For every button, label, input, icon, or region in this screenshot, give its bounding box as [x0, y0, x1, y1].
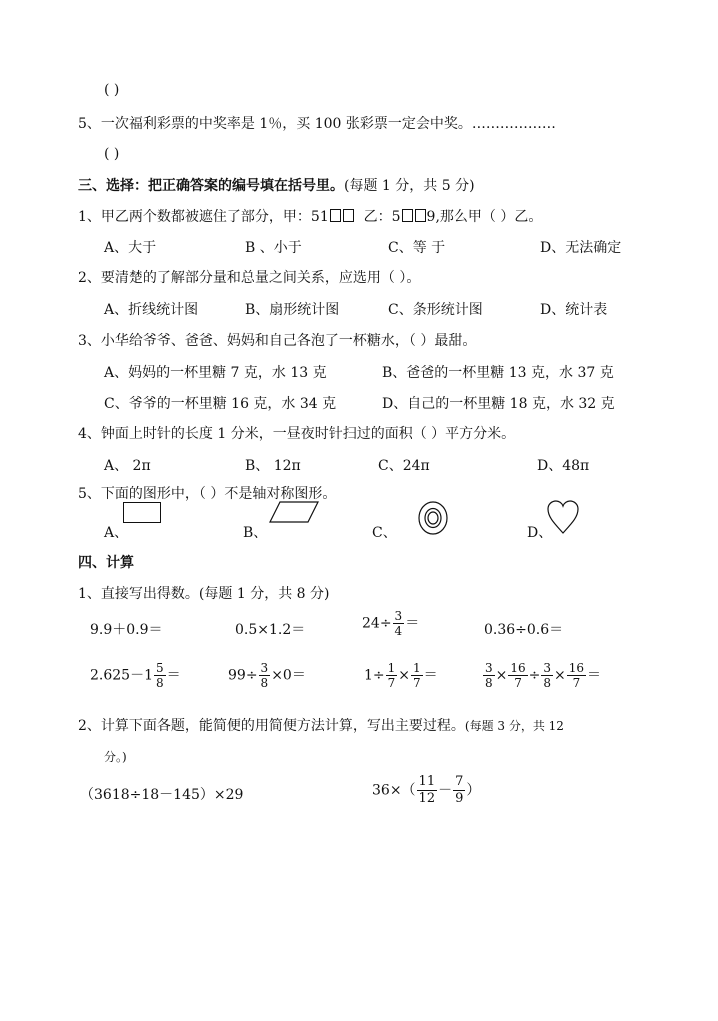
s3-q5-opt-d[interactable]: D、 — [527, 525, 553, 541]
s3-q3-opt-c[interactable]: C、爷爷的一杯里糖 16 克，水 34 克 — [104, 396, 337, 412]
s3-q1-opt-d[interactable]: D、无法确定 — [540, 240, 622, 256]
calc-3-b: ＝ — [405, 615, 420, 632]
concentric-ring-shape — [417, 500, 451, 536]
q5-judge-text: 5、一次福利彩票的中奖率是 1％，买 100 张彩票一定会中奖。……………… — [78, 116, 556, 132]
s4-p2-title: 2、计算下面各题，能简便的用简便方法计算，写出主要过程。 — [78, 718, 465, 734]
s3-q1-stem-a: 1、甲乙两个数都被遮住了部分，甲：51 — [78, 209, 329, 225]
s3-q3-stem: 3、小华给爷爷、爸爸、妈妈和自己各泡了一杯糖水，（ ）最甜。 — [78, 333, 477, 349]
calc-2: 0.5×1.2＝ — [235, 622, 306, 638]
s3-q2-opt-a[interactable]: A、折线统计图 — [104, 302, 199, 318]
calc-7: 1÷ $\frac{1}{7}$ × $\frac{1}{7}$ ＝ — [364, 661, 438, 690]
expr-1: （3618÷18－145）×29 — [80, 787, 244, 803]
s3-q3-opt-d[interactable]: D、自己的一杯里糖 18 克，水 32 克 — [382, 396, 615, 412]
expr-2: 36×（ $\frac{11}{12}$ － $\frac{7}{9}$ ） — [372, 774, 481, 806]
s4-p2-title-line — [78, 716, 564, 736]
s4-p2-note-cont: 分。) — [104, 750, 127, 764]
q4-judge-paren[interactable]: ( ) — [104, 82, 120, 98]
s3-q2-opt-b[interactable]: B、扇形统计图 — [245, 302, 340, 318]
hidden-digit-box — [402, 209, 413, 222]
fraction: $\frac{3}{4}$ — [394, 609, 403, 638]
s4-p1-note: (每题 1 分，共 8 分) — [198, 586, 330, 602]
fraction: $\frac{16}{7}$ — [568, 661, 585, 690]
s3-q4-opt-b[interactable]: B、 12π — [245, 458, 301, 474]
s3-q4-opt-c[interactable]: C、24π — [378, 458, 430, 474]
s4-p1-title-line — [78, 584, 329, 604]
s4-p1-title: 1、直接写出得数。 — [78, 586, 199, 602]
fraction: $\frac{1}{7}$ — [413, 661, 421, 690]
section4-heading: 四、计算 — [78, 555, 134, 571]
q5-judge-paren[interactable]: ( ) — [104, 146, 120, 162]
fraction: $\frac{11}{12}$ — [418, 774, 436, 806]
fraction: $\frac{1}{7}$ — [387, 661, 396, 690]
s3-q3-opt-b[interactable]: B、爸爸的一杯里糖 13 克，水 37 克 — [382, 365, 614, 381]
s3-q4-stem: 4、钟面上时针的长度 1 分米，一昼夜时针扫过的面积（ ）平方分米。 — [78, 426, 516, 442]
s3-q1-opt-a[interactable]: A、大于 — [104, 240, 157, 256]
hidden-digit-box — [343, 209, 354, 222]
calc-1: 9.9＋0.9＝ — [90, 622, 163, 638]
s3-q5-opt-c[interactable]: C、 — [372, 525, 397, 541]
calc-3 — [362, 609, 419, 638]
calc-6: 99÷ $\frac{3}{8}$ ×0＝ — [228, 661, 306, 690]
calc-4: 0.36÷0.6＝ — [484, 622, 564, 638]
s3-q2-opt-d[interactable]: D、统计表 — [540, 302, 608, 318]
s3-q2-opt-c[interactable]: C、条形统计图 — [388, 302, 483, 318]
fraction: $\frac{3}{8}$ — [485, 661, 493, 690]
fraction: $\frac{5}{8}$ — [156, 661, 164, 690]
section3-title: 三、选择：把正确答案的编号填在括号里。 — [78, 178, 344, 194]
rectangle-shape — [123, 502, 161, 523]
heart-shape — [546, 499, 580, 535]
parallelogram-shape — [268, 500, 320, 524]
fraction: $\frac{3}{8}$ — [260, 661, 269, 690]
s3-q4-opt-d[interactable]: D、48π — [537, 458, 590, 474]
section3-heading — [78, 176, 475, 196]
s4-p2-note: (每题 3 分，共 12 — [464, 719, 564, 733]
s3-q1-stem-b: 乙：5 — [354, 209, 401, 225]
s3-q5-opt-b[interactable]: B、 — [243, 525, 268, 541]
calc-3-a: 24÷ — [362, 615, 392, 632]
s3-q1-opt-c[interactable]: C、等 于 — [388, 240, 446, 256]
fraction: $\frac{3}{8}$ — [543, 661, 552, 690]
s3-q2-stem: 2、要清楚的了解部分量和总量之间关系，应选用（ ）。 — [78, 270, 421, 286]
hidden-digit-box — [415, 209, 426, 222]
fraction: $\frac{16}{7}$ — [510, 661, 526, 690]
s3-q1-stem — [78, 207, 542, 227]
s3-q3-opt-a[interactable]: A、妈妈的一杯里糖 7 克，水 13 克 — [104, 365, 327, 381]
hidden-digit-box — [330, 209, 341, 222]
fraction: $\frac{7}{9}$ — [455, 774, 464, 806]
s3-q5-stem: 5、下面的图形中，（ ）不是轴对称图形。 — [78, 486, 337, 502]
s3-q1-stem-c: 9,那么甲（ ）乙。 — [426, 209, 543, 225]
s3-q4-opt-a[interactable]: A、 2π — [104, 458, 151, 474]
s3-q5-opt-a[interactable]: A、 — [104, 525, 129, 541]
section3-note: (每题 1 分，共 5 分) — [344, 178, 475, 194]
calc-8: $\frac{3}{8}$ × $\frac{16}{7}$ ÷ $\frac{3}{8}$ × $\frac{16}{7}$ ＝ — [485, 661, 602, 690]
s3-q1-opt-b[interactable]: B 、小于 — [245, 240, 302, 256]
calc-5: 2.625－1 $\frac{5}{8}$ ＝ — [90, 661, 181, 690]
